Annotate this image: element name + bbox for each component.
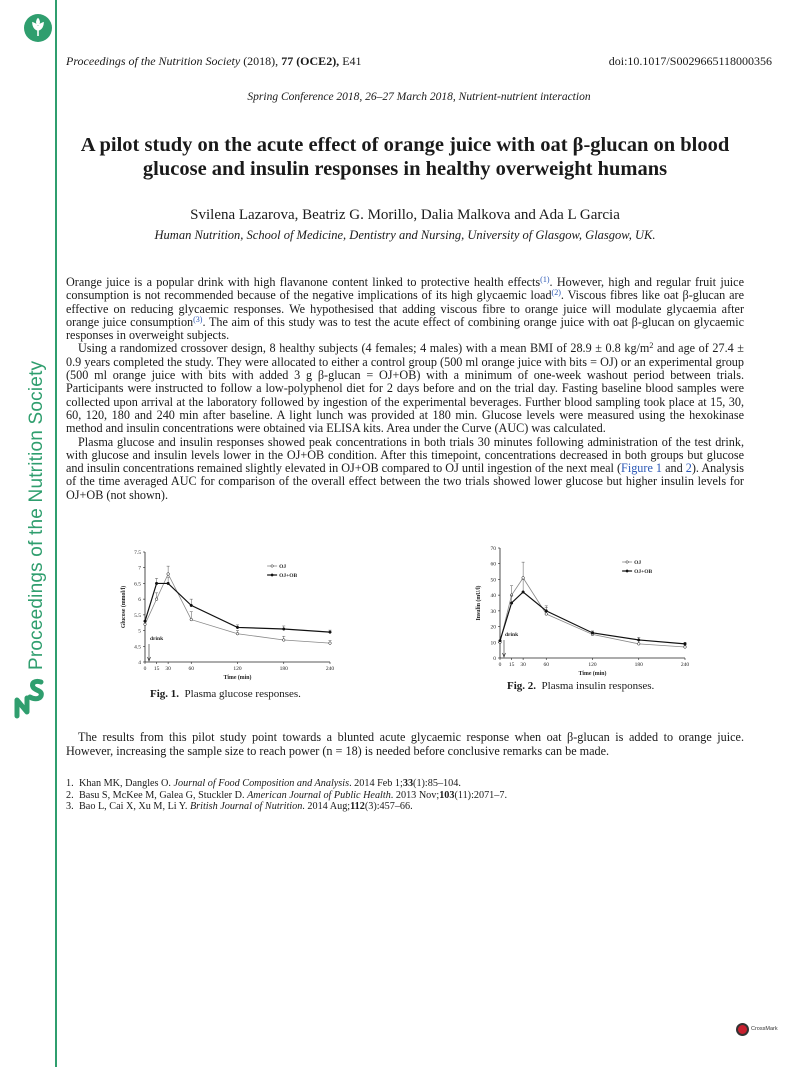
data-point — [591, 632, 594, 635]
y-tick-label: 7 — [138, 565, 141, 572]
data-point — [684, 646, 687, 649]
data-point — [637, 643, 640, 646]
data-point — [190, 604, 193, 607]
journal-citation: Proceedings of the Nutrition Society (2018), 77 (OCE2), E41 — [66, 54, 362, 68]
x-tick-label: 120 — [588, 662, 597, 668]
drink-annotation: drink — [150, 636, 164, 642]
data-point — [499, 639, 502, 642]
x-tick-label: 0 — [143, 666, 147, 672]
data-point — [545, 613, 548, 616]
reference-1: 1. Khan MK, Dangles O. Journal of Food Composition and Analysis. 2014 Feb 1;33(1):85–104. — [66, 778, 461, 789]
running-head — [66, 54, 772, 69]
data-point — [545, 610, 548, 613]
x-tick-label: 60 — [188, 666, 194, 672]
legend-marker — [626, 570, 628, 572]
reference-3: 3. Bao L, Cai X, Xu M, Li Y. British Journal of Nutrition. 2014 Aug;112(3):457–66. — [66, 801, 413, 813]
paragraph-conclusion: The results from this pilot study point towards a blunted acute glycaemic response when oat β-glucan is added to orange juice. However, increasing the sample size to reach power (n = 18) is needed before conclusive remarks can be made. — [66, 730, 744, 758]
data-point — [522, 577, 525, 580]
legend-marker — [271, 574, 273, 576]
x-tick-label: 30 — [520, 662, 526, 668]
data-point — [167, 573, 170, 576]
data-point — [155, 582, 158, 585]
data-point — [190, 618, 193, 621]
x-tick-label: 15 — [508, 662, 515, 668]
y-tick-label: 6.5 — [134, 581, 141, 588]
x-tick-label: 180 — [634, 662, 643, 668]
legend-label: OJ+OB — [279, 573, 298, 579]
figure-1 — [110, 540, 350, 690]
figure-2 — [472, 540, 702, 675]
legend-label: OJ — [634, 560, 642, 566]
y-tick-label: 4.5 — [134, 644, 141, 651]
series-line-oj-ob — [500, 592, 685, 644]
data-point — [282, 639, 285, 642]
x-tick-label: 240 — [680, 662, 690, 668]
insulin-chart — [472, 540, 702, 675]
x-tick-label: 60 — [543, 662, 549, 668]
figure-1-caption: Fig. 1. Plasma glucose responses. — [150, 688, 301, 700]
data-point — [282, 628, 285, 631]
y-tick-label: 6 — [138, 597, 141, 604]
y-tick-label: 10 — [490, 640, 496, 647]
conference-line: Spring Conference 2018, 26–27 March 2018, Nutrient-nutrient interaction — [247, 91, 591, 103]
abstract-body — [66, 276, 744, 502]
y-tick-label: 50 — [490, 577, 496, 584]
y-axis-label: Insulin (mU/l) — [476, 585, 482, 621]
data-point — [637, 639, 640, 642]
data-point — [522, 591, 525, 594]
journal-side-rule — [55, 0, 57, 1067]
data-point — [329, 631, 332, 634]
data-point — [236, 626, 239, 629]
series-line-oj — [500, 578, 685, 647]
y-tick-label: 7.5 — [134, 550, 141, 556]
data-point — [155, 598, 158, 601]
legend-marker — [271, 565, 273, 567]
x-tick-label: 180 — [279, 666, 288, 672]
data-point — [236, 632, 239, 635]
y-tick-label: 5 — [138, 628, 141, 635]
y-tick-label: 4 — [138, 660, 141, 666]
reference-2: 2. Basu S, McKee M, Galea G, Stuckler D. American Journal of Public Health. 2013 Nov;103(11):2071–7. — [66, 789, 508, 801]
data-point — [144, 620, 147, 623]
legend-label: OJ+OB — [634, 569, 653, 575]
data-point — [144, 623, 147, 626]
y-tick-label: 70 — [490, 546, 496, 552]
ref-1[interactable]: (1) — [540, 275, 550, 284]
legend-marker — [626, 561, 628, 563]
doi[interactable]: doi:10.1017/S0029665118000356 — [608, 54, 772, 68]
ref-2[interactable]: (2) — [551, 288, 561, 298]
y-tick-label: 5.5 — [134, 612, 141, 619]
data-point — [167, 582, 170, 585]
crossmark-badge[interactable] — [736, 1023, 780, 1037]
authors: Svilena Lazarova, Beatriz G. Morillo, Dalia Malkova and Ada L Garcia — [190, 207, 620, 223]
journal-vertical-title: Proceedings of the Nutrition Society — [26, 360, 47, 670]
figure-2-caption: Fig. 2. Plasma insulin responses. — [507, 680, 655, 692]
y-tick-label: 0 — [493, 656, 496, 662]
crossmark-label: CrossMark — [751, 1026, 778, 1032]
data-point — [329, 642, 332, 645]
affiliation: Human Nutrition, School of Medicine, Dentistry and Nursing, University of Glasgow, Glasgow, UK. — [154, 228, 656, 242]
y-tick-label: 20 — [490, 624, 496, 631]
crossmark-icon — [736, 1023, 749, 1036]
x-axis-label: Time (min) — [578, 671, 607, 677]
x-tick-label: 0 — [498, 662, 502, 668]
leaf-logo-icon — [24, 14, 52, 42]
paragraph-results: Plasma glucose and insulin responses showed peak concentrations in both trials 30 minutes following administration of the test drink, with glucose and insulin levels lower in the OJ+OB condition. After this timepoint, concentrations decreased in both groups but glucose and insulin concentrations remained slightly elevated in OJ+OB compared to OJ until ingestion of the next meal (Figure 1 and 2). Analysis of the time averaged AUC for comparison of the overall effect between the two trials showed lower glucose but higher insulin levels for OJ+OB (not shown). — [66, 434, 744, 502]
figure-2-link[interactable]: 2 — [685, 461, 692, 476]
y-axis-label: Glucose (mmol/l) — [121, 585, 127, 629]
data-point — [510, 602, 513, 605]
ref-3[interactable]: (3) — [193, 314, 203, 324]
x-tick-label: 240 — [325, 666, 335, 672]
paragraph-intro: Orange juice is a popular drink with high flavanone content linked to protective health effects$^{(1)}$. However, high and regular fruit juice consumption is not recommended because of the negative implications of its high glycaemic load$^{(2)}$. Viscous fibres like oat β-glucan are effective on reducing glycaemic responses. We hypothesised that adding viscous fibre to orange juice will modulate glycaemia after orange juice consumption$^{(3)}$. The aim of this study was to test the acute effect of combining orange juice with oat β-glucan on glycaemic responses in overweight subjects. — [66, 275, 745, 343]
x-tick-label: 30 — [165, 666, 171, 672]
x-axis-label: Time (min) — [223, 675, 252, 681]
paragraph-methods: Using a randomized crossover design, 8 healthy subjects (4 females; 4 males) with a mean BMI of 28.9 ± 0.8 $kg/m^2$ and age of 27.4 ± 0.9 years completed the study. They were allocated to either a control group (500 ml orange juice with bits = OJ) or an experimental group (500 ml orange juice with bits with added 3 g β-glucan = OJ+OB) with a minimum of one-week washout period between trials. Participants were instructed to follow a low-polyphenol diet for 2 days before and on the trial day. Fasting baseline blood samples were collected upon arrival at the laboratory followed by ingestion of the experimental beverages. Further blood sampling took place at 15, 30, 60, 120, 180 and 240 min after baseline. A light lunch was provided at 180 min. Glucose levels were measured using the hexokinase method and insulin concentrations were obtained via ELISA kits. Area under the Curve (AUC) was calculated. — [66, 341, 744, 436]
y-tick-label: 30 — [490, 608, 496, 615]
drink-annotation: drink — [505, 632, 519, 638]
x-tick-label: 120 — [233, 666, 242, 672]
y-tick-label: 40 — [490, 593, 496, 600]
ns-logo-icon — [13, 676, 47, 720]
y-tick-label: 60 — [490, 561, 496, 568]
data-point — [684, 643, 687, 646]
glucose-chart — [110, 540, 350, 690]
legend-label: OJ — [279, 564, 287, 570]
reference-list — [66, 778, 744, 813]
article-title: A pilot study on the acute effect of orange juice with oat β-glucan on blood glucose and insulin responses in healthy overweight humans — [80, 134, 730, 180]
x-tick-label: 15 — [153, 666, 160, 672]
figure-1-link[interactable]: Figure 1 — [621, 461, 663, 476]
